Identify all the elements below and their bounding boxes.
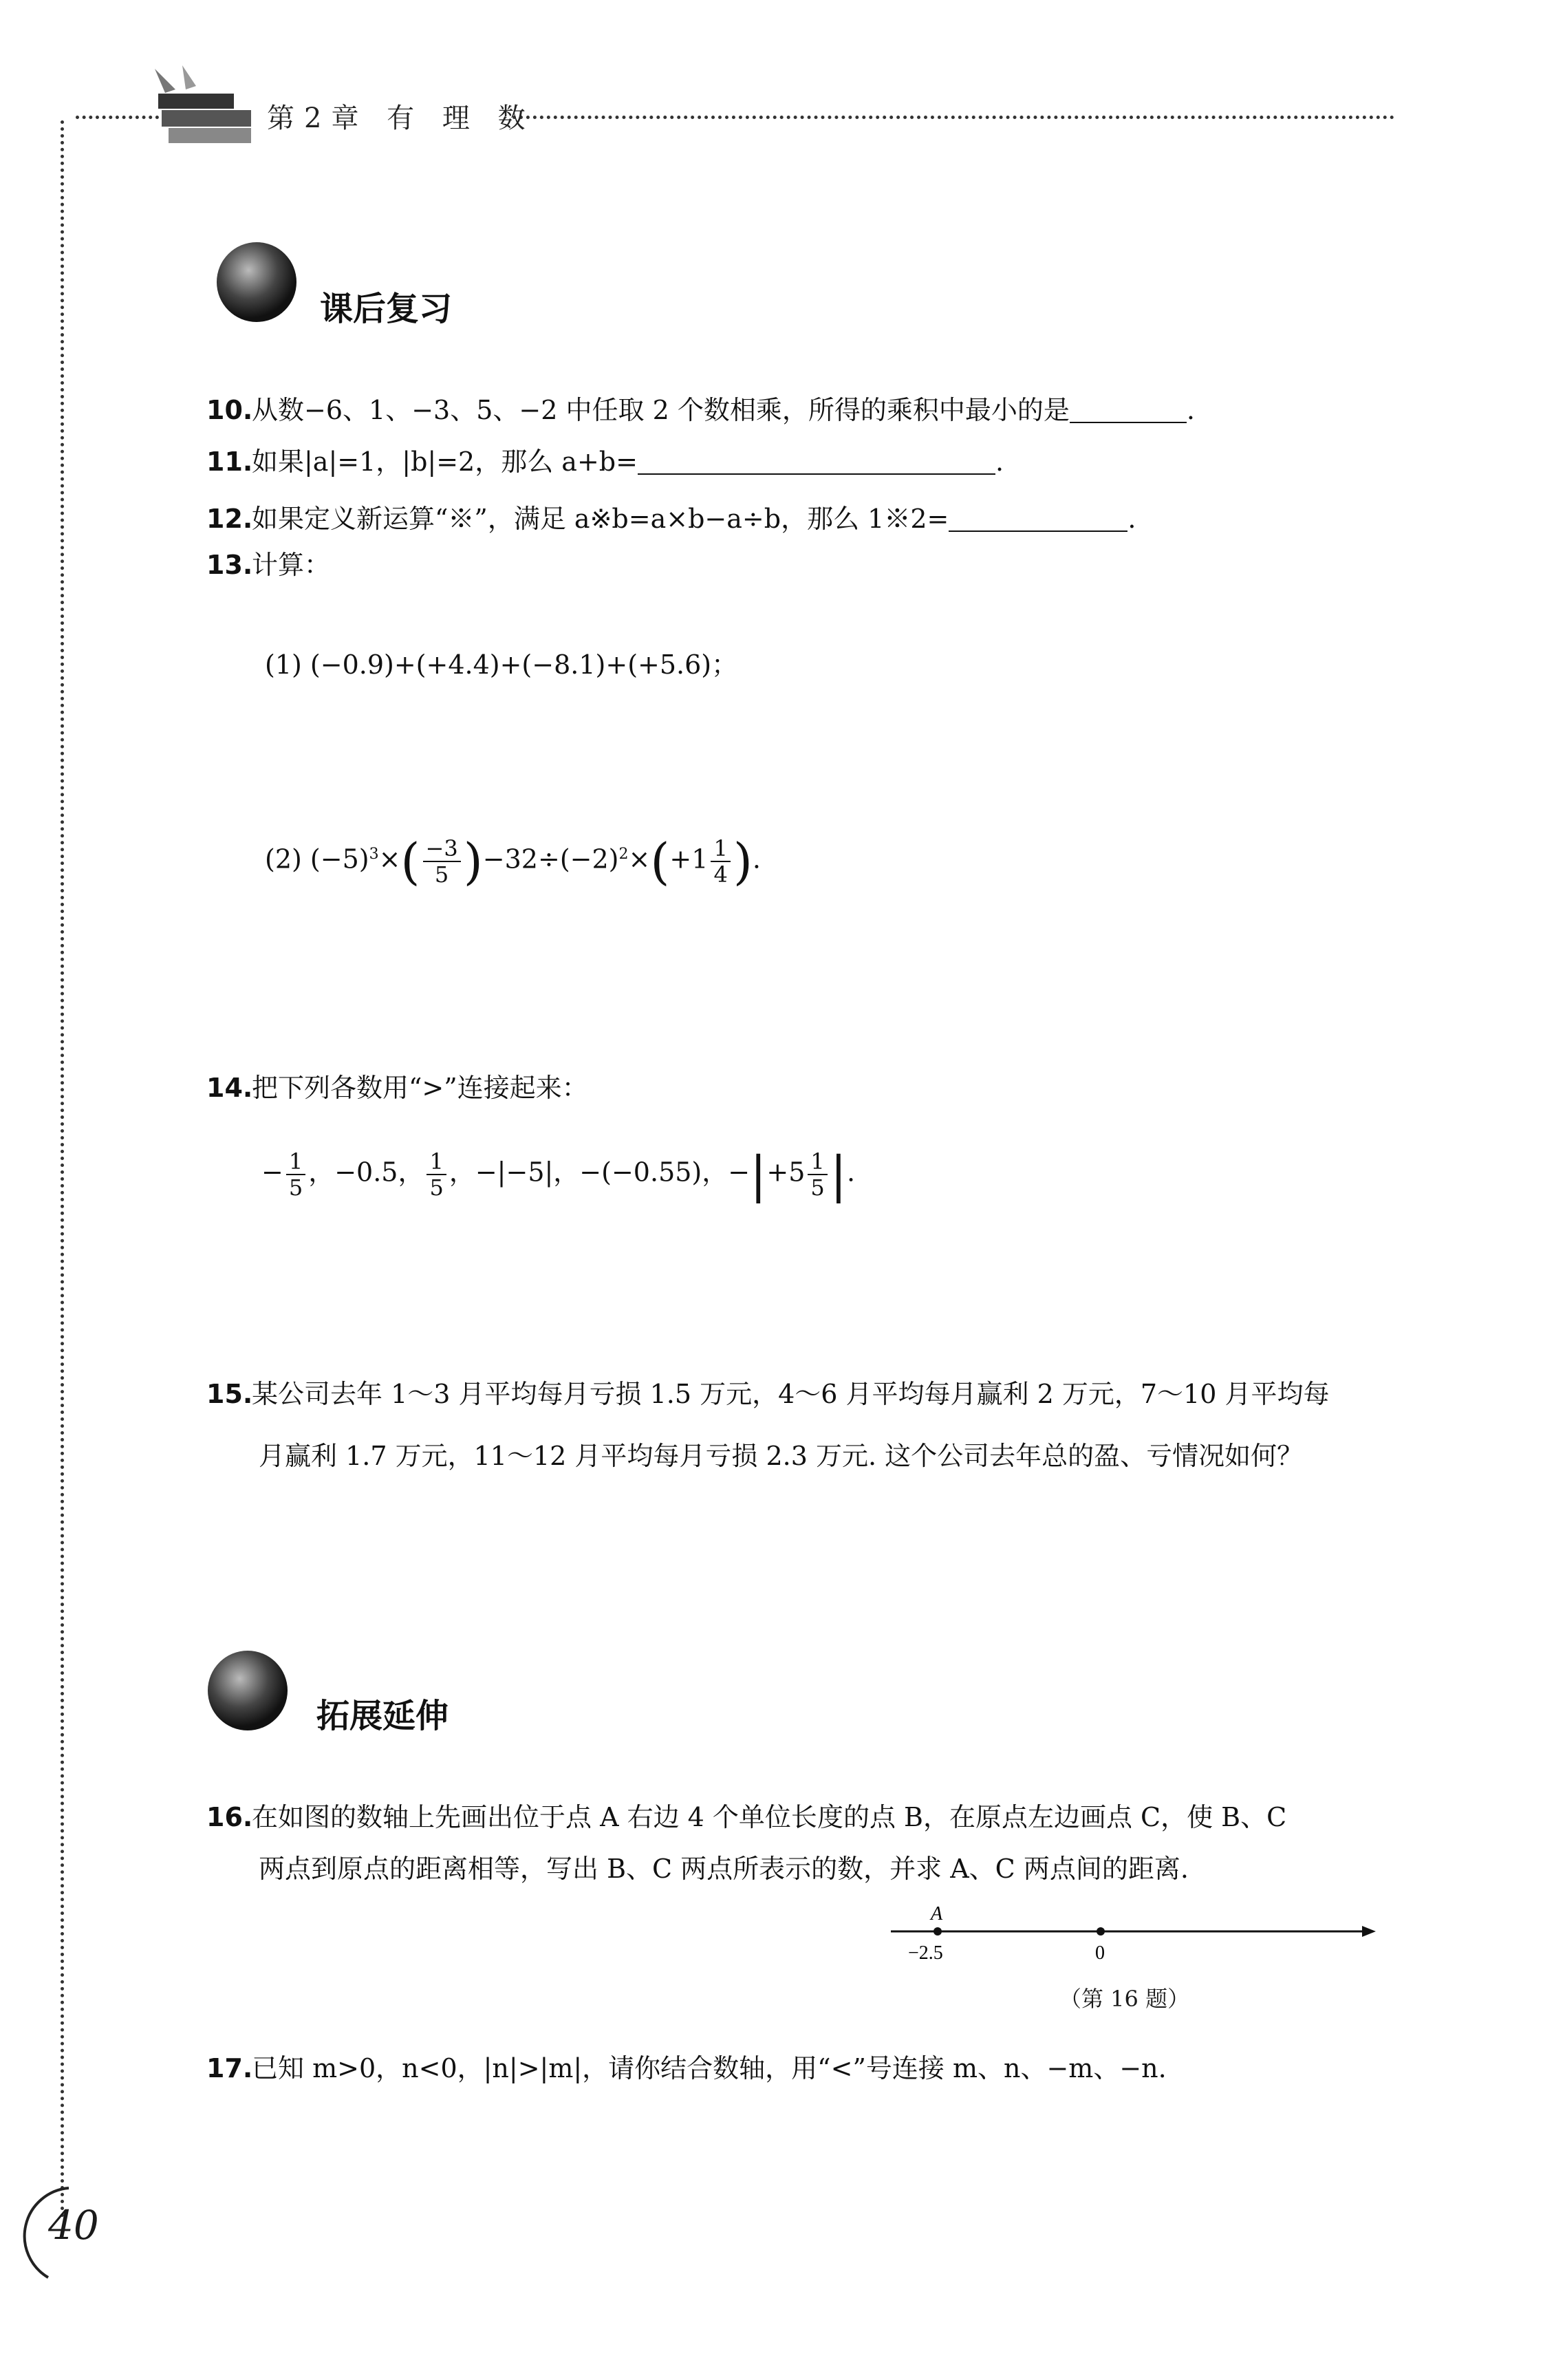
question-number: 11. bbox=[206, 447, 253, 477]
question-label: 计算： bbox=[252, 550, 331, 580]
question-text: 从数−6、1、−3、5、−2 中任取 2 个数相乘，所得的乘积中最小的是 bbox=[252, 395, 1070, 425]
fraction bbox=[286, 1149, 305, 1200]
point-a-value: −2.5 bbox=[908, 1942, 943, 1964]
fraction-denominator: 5 bbox=[810, 1175, 825, 1201]
abs-bar-close: | bbox=[830, 1146, 848, 1203]
fraction bbox=[427, 1149, 446, 1200]
globe-icon bbox=[212, 239, 301, 329]
punctuation: . bbox=[1186, 395, 1195, 425]
answer-blank[interactable] bbox=[638, 446, 995, 475]
exponent: 3 bbox=[369, 845, 379, 863]
fraction-denominator: 5 bbox=[288, 1175, 303, 1201]
fraction-numerator: −3 bbox=[423, 836, 461, 862]
question-13-part-1: (1) (−0.9)+(+4.4)+(−8.1)+(+5.6)； bbox=[265, 650, 738, 680]
page-number: 40 bbox=[48, 2202, 99, 2249]
number-line-figure bbox=[887, 1896, 1383, 1971]
question-16-line-2: 两点到原点的距离相等，写出 B、C 两点所表示的数，并求 A、C 两点间的距离. bbox=[259, 1854, 1189, 1884]
point-a-marker bbox=[933, 1927, 942, 1936]
expr-text: ，−|−5|，−(−0.55)，− bbox=[449, 1157, 751, 1188]
fraction-numerator: 1 bbox=[427, 1149, 446, 1175]
question-number: 13. bbox=[206, 550, 253, 580]
question-11 bbox=[206, 444, 1004, 480]
fraction-numerator: 1 bbox=[808, 1149, 827, 1175]
paren-close: ) bbox=[463, 833, 483, 890]
chapter-header: 第2章 有 理 数 bbox=[267, 103, 535, 134]
exponent: 2 bbox=[618, 845, 629, 863]
question-text: 如果|a|=1，|b|=2，那么 a+b= bbox=[252, 447, 638, 477]
expr-text: −32÷(−2) bbox=[482, 844, 619, 875]
figure-caption: （第 16 题） bbox=[1059, 1986, 1190, 2012]
books-logo-icon bbox=[141, 62, 261, 158]
answer-blank[interactable] bbox=[1070, 394, 1187, 423]
expr-text: × bbox=[378, 844, 401, 875]
expr-text: − bbox=[261, 1157, 283, 1188]
question-number: 10. bbox=[206, 395, 253, 425]
expr-text: (2) (−5) bbox=[265, 844, 369, 875]
question-15 bbox=[206, 1376, 1329, 1412]
question-number: 17. bbox=[206, 2053, 253, 2083]
paren-close: ) bbox=[733, 833, 753, 890]
fraction-numerator: 1 bbox=[286, 1149, 305, 1175]
question-13 bbox=[206, 547, 330, 583]
section-title-review: 课后复习 bbox=[320, 290, 453, 328]
question-text: 已知 m>0，n<0，|n|>|m|，请你结合数轴，用“<”号连接 m、n、−m、−n. bbox=[252, 2053, 1167, 2083]
question-number: 16. bbox=[206, 1802, 253, 1832]
question-15-line-2: 月赢利 1.7 万元，11～12 月平均每月亏损 2.3 万元. 这个公司去年总的盈、亏情况如何？ bbox=[259, 1441, 1304, 1471]
fraction-denominator: 4 bbox=[713, 861, 728, 888]
question-text-line-1: 在如图的数轴上先画出位于点 A 右边 4 个单位长度的点 B，在原点左边画点 C，使 B、C bbox=[252, 1802, 1287, 1832]
question-text-line-1: 某公司去年 1～3 月平均每月亏损 1.5 万元，4～6 月平均每月赢利 2 万元，7～10 月平均每 bbox=[252, 1379, 1330, 1409]
punctuation: . bbox=[1127, 504, 1136, 534]
section-title-extension: 拓展延伸 bbox=[316, 1697, 449, 1735]
question-text: 把下列各数用“>”连接起来： bbox=[252, 1073, 588, 1103]
expr-text: +5 bbox=[766, 1157, 806, 1188]
answer-blank[interactable] bbox=[949, 503, 1127, 532]
abs-bar-open: | bbox=[750, 1146, 767, 1203]
question-13-part-2 bbox=[265, 833, 761, 890]
question-text: 如果定义新运算“※”，满足 a※b=a×b−a÷b，那么 1※2= bbox=[252, 504, 949, 534]
point-a-label: A bbox=[931, 1903, 943, 1925]
expr-text: × bbox=[628, 844, 651, 875]
question-10 bbox=[206, 392, 1195, 428]
expr-text: ，−0.5， bbox=[308, 1157, 424, 1188]
question-number: 15. bbox=[206, 1379, 253, 1409]
punctuation: . bbox=[752, 844, 761, 875]
paren-open: ( bbox=[650, 833, 670, 890]
question-17 bbox=[206, 2050, 1167, 2086]
question-number: 14. bbox=[206, 1073, 253, 1103]
fraction-denominator: 5 bbox=[429, 1175, 444, 1201]
fraction-numerator: 1 bbox=[711, 836, 730, 862]
header-dotted-line bbox=[512, 116, 1394, 119]
question-14-numbers bbox=[261, 1146, 856, 1203]
globe-icon bbox=[203, 1648, 292, 1737]
fraction bbox=[808, 1149, 827, 1200]
paren-open: ( bbox=[400, 833, 420, 890]
question-number: 12. bbox=[206, 504, 253, 534]
question-12 bbox=[206, 501, 1136, 537]
fraction-denominator: 5 bbox=[434, 861, 449, 888]
punctuation: . bbox=[995, 447, 1004, 477]
fraction bbox=[711, 836, 730, 887]
question-16 bbox=[206, 1799, 1286, 1835]
axis-arrow-icon bbox=[1362, 1926, 1376, 1937]
punctuation: . bbox=[847, 1157, 856, 1188]
question-14 bbox=[206, 1070, 588, 1106]
origin-marker bbox=[1097, 1927, 1105, 1936]
fraction bbox=[423, 836, 461, 887]
frame-left-line bbox=[61, 120, 64, 2219]
origin-label: 0 bbox=[1095, 1942, 1105, 1964]
expr-text: +1 bbox=[669, 844, 709, 875]
